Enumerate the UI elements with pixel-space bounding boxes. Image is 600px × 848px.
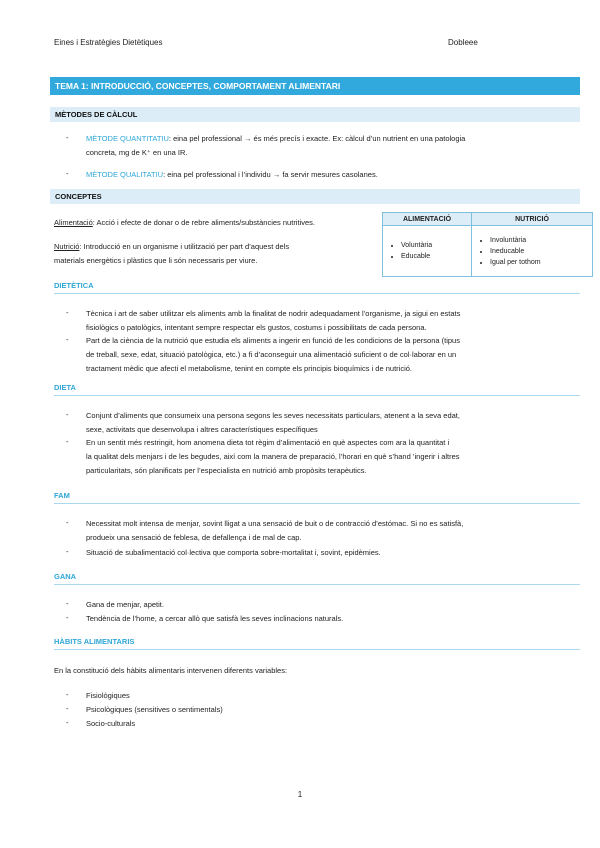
bullet-dash: -	[66, 518, 69, 527]
table-cell-nutricio	[472, 226, 593, 277]
section-dieta-title: DIETA	[54, 383, 580, 396]
bullet-dash: -	[66, 547, 69, 556]
table-header-nutricio: NUTRICIÓ	[472, 213, 593, 226]
alimentacio-definition	[54, 216, 379, 230]
bullet-dash: -	[66, 437, 69, 446]
section-fam-title: FAM	[54, 491, 580, 504]
section-gana-title: GANA	[54, 572, 580, 585]
text-line: de treball, sexe, edat, situació patològica, etc.) a fi d’aconseguir una alimentació suficient o de col·laborar en un	[86, 350, 457, 359]
text-line: Tècnica i art de saber utilitzar els aliments amb la finalitat de nodrir adequadament l’organisme, ja sigui en estats	[86, 309, 461, 318]
text-line: sexe, activitats que desenvolupa i altres característiques específiques	[86, 425, 318, 434]
metode-quantitatiu-text: : eina pel professional → és més precís i exacte. Ex: càlcul d’un nutrient en una patologia	[168, 134, 466, 143]
text-line: la qualitat dels menjars i de les begudes, així com la manera de preparació, l’horari en què s’hand ’ingerir i altres	[86, 452, 460, 461]
bullet-dash: -	[66, 410, 69, 419]
list-item: • Igual per tothom	[490, 257, 588, 268]
section-metodes-title: MÈTODES DE CÀLCUL	[50, 107, 580, 122]
metode-qualitatiu	[86, 168, 586, 182]
text-line: Situació de subalimentació col·lectiva que comporta sobre-mortalitat i, sovint, epidèmies.	[86, 548, 381, 557]
alimentacio-term: Alimentació	[54, 218, 93, 227]
nutricio-term: Nutrició	[54, 242, 80, 251]
gana-item-2	[86, 612, 586, 626]
habits-item: Psicològiques (sensitives o sentimentals)	[86, 705, 223, 714]
metode-qualitatiu-text: : eina pel professional i l’individu → fa servir mesures casolanes.	[163, 170, 378, 179]
text-line: Conjunt d’aliments que consumeix una persona segons les seves necessitats particulars, atenent a la seva edat,	[86, 411, 460, 420]
nutricio-text: : Introducció en un organisme i utilització per part d’aquest dels	[79, 242, 290, 251]
bullet-dash: -	[66, 704, 69, 713]
table-cell-alimentacio	[383, 226, 472, 277]
list-item: • Involuntària	[490, 235, 588, 246]
bullet-dash: -	[66, 613, 69, 622]
habits-intro: En la constitució dels hàbits alimentaris intervenen diferents variables:	[54, 666, 288, 675]
nutricio-text-2: materials energètics i plàstics que li són necessaris per viure.	[54, 256, 258, 265]
text-line: fisiològics o patològics, intentant sempre respectar els gustos, costums i possibilitats de cada persona.	[86, 323, 427, 332]
bullet-dash: -	[66, 308, 69, 317]
text-line: Part de la ciència de la nutrició que estudia els aliments a ingerir en funció de les condicions de la persona (tipus	[86, 336, 460, 345]
dieta-item-1	[86, 409, 586, 437]
section-habits-title: HÀBITS ALIMENTARIS	[54, 637, 580, 650]
bullet-dash: -	[66, 169, 69, 178]
alimentacio-text: : Acció i efecte de donar o de rebre aliments/substàncies nutritives.	[92, 218, 315, 227]
page-number: 1	[297, 790, 303, 799]
text-line: Gana de menjar, apetit.	[86, 600, 164, 609]
bullet-dash: -	[66, 599, 69, 608]
fam-item-1	[86, 517, 586, 545]
text-line: produeix una sensació de feblesa, de defallença i de mal de cap.	[86, 533, 302, 542]
text-line: Necessitat molt intensa de menjar, sovint lligat a una sensació de buit o de contracció d’estómac. Si no es satisfà,	[86, 519, 464, 528]
chapter-title: TEMA 1: INTRODUCCIÓ, CONCEPTES, COMPORTAMENT ALIMENTARI	[50, 77, 580, 95]
bullet-dash: -	[66, 690, 69, 699]
dietetica-item-1	[86, 307, 586, 335]
text-line: tractament mèdic que afecti el metabolisme, tenint en compte els principis bioquímics i de nutrició.	[86, 364, 412, 373]
header-author: Dobleee	[448, 38, 478, 47]
dieta-item-2	[86, 436, 586, 478]
metode-quantitatiu-text-2: concreta, mg de K⁺ en una IR.	[86, 148, 188, 157]
gana-item-1	[86, 598, 586, 612]
bullet-dash: -	[66, 718, 69, 727]
bullet-dash: -	[66, 133, 69, 142]
metode-quantitatiu-label: MÈTODE QUANTITATIU	[86, 134, 169, 143]
header-title: Eines i Estratègies Dietètiques	[54, 38, 163, 47]
table-header-alimentacio: ALIMENTACIÓ	[383, 213, 472, 226]
fam-item-2	[86, 546, 586, 560]
comparison-table	[382, 212, 593, 277]
habits-item: Socio-culturals	[86, 719, 136, 728]
nutricio-definition	[54, 240, 379, 268]
metode-qualitatiu-label: MÈTODE QUALITATIU	[86, 170, 164, 179]
list-item: • Ineducable	[490, 246, 588, 257]
text-line: particularitats, són planificats per l’especialista en nutrició amb propòsits terapèutics.	[86, 466, 367, 475]
list-item: • Voluntària	[401, 240, 467, 251]
bullet-dash: -	[66, 335, 69, 344]
text-line: En un sentit més restringit, hom anomena dieta tot règim d’alimentació en què aspectes com ara la quantitat i	[86, 438, 450, 447]
metode-quantitatiu	[86, 132, 586, 160]
dietetica-item-2	[86, 334, 586, 376]
list-item: • Educable	[401, 251, 467, 262]
section-conceptes-title: CONCEPTES	[50, 189, 580, 204]
habits-item: Fisiològiques	[86, 691, 130, 700]
text-line: Tendència de l’home, a cercar allò que satisfà les seves inclinacions naturals.	[86, 614, 344, 623]
section-dietetica-title: DIETÈTICA	[54, 281, 580, 294]
